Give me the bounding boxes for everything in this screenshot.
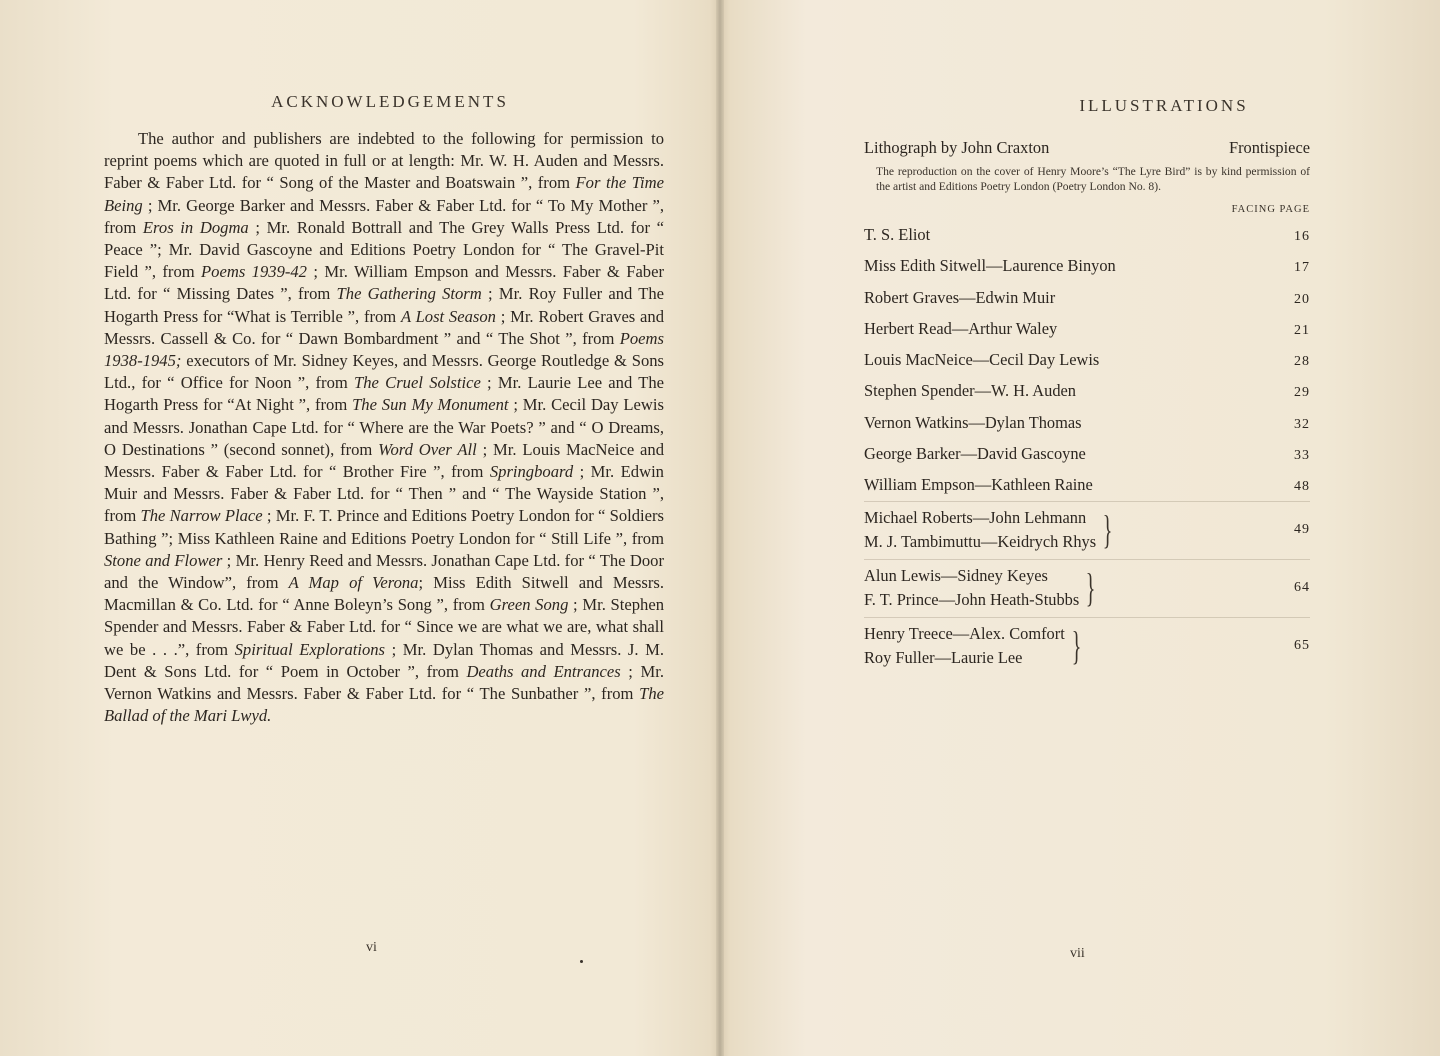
illustration-entry: [864, 375, 1310, 406]
book-title: For the Time Being: [104, 173, 664, 215]
illustration-group: [864, 620, 1310, 672]
text-run: ; Miss Edith Sitwell and Messrs. Macmillan & Co. Ltd. for “ Anne Boleyn’s Song ”, from: [104, 573, 664, 615]
entry-name: Herbert Read—Arthur Waley: [864, 318, 1058, 338]
text-run: ; Mr. Robert Graves and Messrs. Cassell & Co. for “ Dawn Bombardment ” and “ The Shot ”, from: [104, 306, 664, 348]
book-title: A Map of Verona: [288, 573, 419, 593]
page-heading: ILLUSTRATIONS: [1079, 96, 1249, 115]
entry-name: William Empson—Kathleen Raine: [864, 475, 1093, 495]
text-run: ; Mr. Edwin Muir and Messrs. Faber & Faber Ltd. for “ Then ” and “ The Wayside Station ”, from: [104, 462, 664, 526]
entry-name: Robert Graves—Edwin Muir: [864, 287, 1056, 307]
book-title: The Sun My Monument: [352, 395, 509, 415]
brace-icon: }: [1071, 622, 1082, 668]
group-names: [864, 622, 1086, 670]
entry-name: Roy Fuller—Laurie Lee: [864, 647, 1023, 667]
text-run: The author and publishers are indebted to the following for permission to reprint poems which are quoted in full or at length: Mr. W. H. Auden and Messrs. Faber & Faber Ltd. for “ Song of the Master and Boatswain ”, from: [104, 129, 664, 193]
entry-name: Henry Treece—Alex. Comfort: [864, 623, 1065, 643]
entry-name: Miss Edith Sitwell—Laurence Binyon: [864, 256, 1116, 276]
text-run: ; Mr. Roy Fuller and The Hogarth Press for “What is Terrible ”, from: [104, 284, 665, 326]
page-number: vii: [1070, 946, 1085, 961]
entries-list: [864, 219, 1310, 501]
entry-name: Stephen Spender—W. H. Auden: [864, 381, 1076, 401]
illustration-group: [864, 562, 1310, 614]
group-divider: [864, 617, 1310, 618]
text-run: ; Mr. Ronald Bottrall and The Grey Walls Press Ltd. for “ Peace ”; Mr. David Gascoyne and Editions Poetry London for “ The Gravel-Pit Field ”, from: [104, 217, 665, 282]
text-run: ; Mr. George Barker and Messrs. Faber & Faber Ltd. for “ To My Mother ”, from: [104, 195, 664, 237]
entry-page: 33: [1294, 448, 1310, 464]
book-title: Eros in Dogma: [142, 217, 249, 237]
entry-name: M. J. Tambimuttu—Keidrych Rhys: [864, 531, 1097, 551]
left-page: [0, 0, 718, 1056]
group-lines: [864, 564, 1079, 612]
entry-page: 65: [1294, 637, 1310, 653]
illustration-entry: [864, 250, 1310, 281]
illustration-entry: [864, 407, 1310, 438]
entry-name: F. T. Prince—John Heath-Stubbs: [864, 589, 1080, 609]
entry-page: 48: [1294, 479, 1310, 495]
book-title: Word Over All: [378, 439, 477, 459]
grouped-entries: [864, 501, 1310, 672]
entry-page: 17: [1294, 260, 1310, 276]
frontispiece-row: [864, 138, 1310, 158]
book-title: Poems 1938-1945;: [104, 328, 664, 371]
text-run: ; Mr. Dylan Thomas and Messrs. J. M. Dent & Sons Ltd. for “ Poem in October ”, from: [104, 639, 664, 681]
entry-name: Louis MacNeice—Cecil Day Lewis: [864, 350, 1100, 370]
book-title: Springboard: [489, 462, 574, 482]
brace-icon: }: [1086, 564, 1096, 610]
illustration-entry: [864, 219, 1310, 250]
text-run: ; Mr. William Empson and Messrs. Faber & Faber Ltd. for “ Missing Dates ”, from: [104, 262, 664, 304]
book-title: A Lost Season: [400, 306, 496, 326]
entry-page: 32: [1294, 416, 1310, 432]
entry-name: T. S. Eliot: [864, 225, 931, 244]
group-names: [864, 506, 1117, 554]
book-title: The Narrow Place: [140, 506, 263, 526]
entry-name: George Barker—David Gascoyne: [864, 444, 1086, 464]
illustration-entry: [864, 344, 1310, 375]
entry-name: Vernon Watkins—Dylan Thomas: [864, 412, 1082, 432]
page-heading: ACKNOWLEDGEMENTS: [271, 92, 509, 111]
book-title: Stone and Flower: [104, 550, 223, 570]
entry-page: 21: [1294, 322, 1310, 338]
text-run: ; Mr. Cecil Day Lewis and Messrs. Jonathan Cape Ltd. for “ Where are the War Poets? ” and “ O Dreams, O Destinations ” (second sonnet), from: [104, 395, 664, 459]
frontispiece-label: Frontispiece: [1228, 138, 1310, 157]
entry-page: 29: [1294, 385, 1310, 401]
book-title: Green Song: [489, 595, 569, 615]
book-title: Deaths and Entrances: [466, 661, 621, 681]
entry-page: 49: [1294, 521, 1310, 537]
brace-icon: }: [1102, 506, 1113, 552]
text-run: ; Mr. Vernon Watkins and Messrs. Faber & Faber Ltd. for “ The Sunbather ”, from: [104, 661, 664, 704]
right-page: [722, 0, 1440, 1056]
group-names: [864, 564, 1100, 612]
book-title: Spiritual Explorations: [234, 639, 386, 659]
text-run: ; Mr. Henry Reed and Messrs. Jonathan Cape Ltd. for “ The Door and the Window”, from: [104, 550, 664, 593]
acknowledgements-text: [104, 128, 664, 727]
book-title: The Cruel Solstice: [354, 373, 481, 393]
illustration-entry: [864, 282, 1310, 313]
group-lines: [864, 622, 1065, 670]
group-divider: [864, 501, 1310, 502]
illustration-entry: [864, 438, 1310, 469]
entry-name: Michael Roberts—John Lehmann: [864, 507, 1087, 527]
illustration-group: [864, 504, 1310, 556]
text-run: ; Mr. Louis MacNeice and Messrs. Faber & Faber Ltd. for “ Brother Fire ”, from: [104, 439, 664, 482]
paper-speck: [580, 960, 583, 963]
book-title: The Gathering Storm: [336, 284, 482, 304]
illustration-entry: [864, 469, 1310, 500]
book-title: The Ballad of the Mari Lwyd.: [104, 684, 664, 726]
illustrations-list: [864, 138, 1310, 675]
acknowledgements-paragraph: [104, 128, 664, 727]
entry-page: 20: [1294, 291, 1310, 307]
entry-name: Alun Lewis—Sidney Keyes: [864, 565, 1048, 585]
text-run: ; Mr. F. T. Prince and Editions Poetry London for “ Soldiers Bathing ”; Miss Kathleen Raine and Editions Poetry London for “ Still Life ”, from: [104, 506, 664, 548]
cover-note: The reproduction on the cover of Henry Moore’s “The Lyre Bird” is by kind permission of the artist and Editions Poetry London (Poetry London No. 8).: [876, 165, 1310, 193]
text-run: ; Mr. Stephen Spender and Messrs. Faber & Faber Ltd. for “ Since we are what we are, what shall we be . . .”, from: [104, 595, 665, 659]
text-run: executors of Mr. Sidney Keyes, and Messrs. George Routledge & Sons Ltd., for “ Office for Noon ”, from: [104, 351, 664, 393]
text-run: ; Mr. Laurie Lee and The Hogarth Press for “At Night ”, from: [104, 373, 664, 415]
book-title: Poems 1939-42: [201, 262, 307, 282]
facing-page-label: FACING PAGE: [1231, 204, 1310, 215]
entry-page: 28: [1294, 354, 1310, 370]
page-number: vi: [366, 940, 377, 955]
frontispiece-title: Lithograph by John Craxton: [864, 138, 1050, 157]
entry-page: 16: [1294, 229, 1310, 244]
illustration-entry: [864, 313, 1310, 344]
group-lines: [864, 506, 1096, 554]
entry-page: 64: [1294, 579, 1310, 595]
group-divider: [864, 559, 1310, 560]
